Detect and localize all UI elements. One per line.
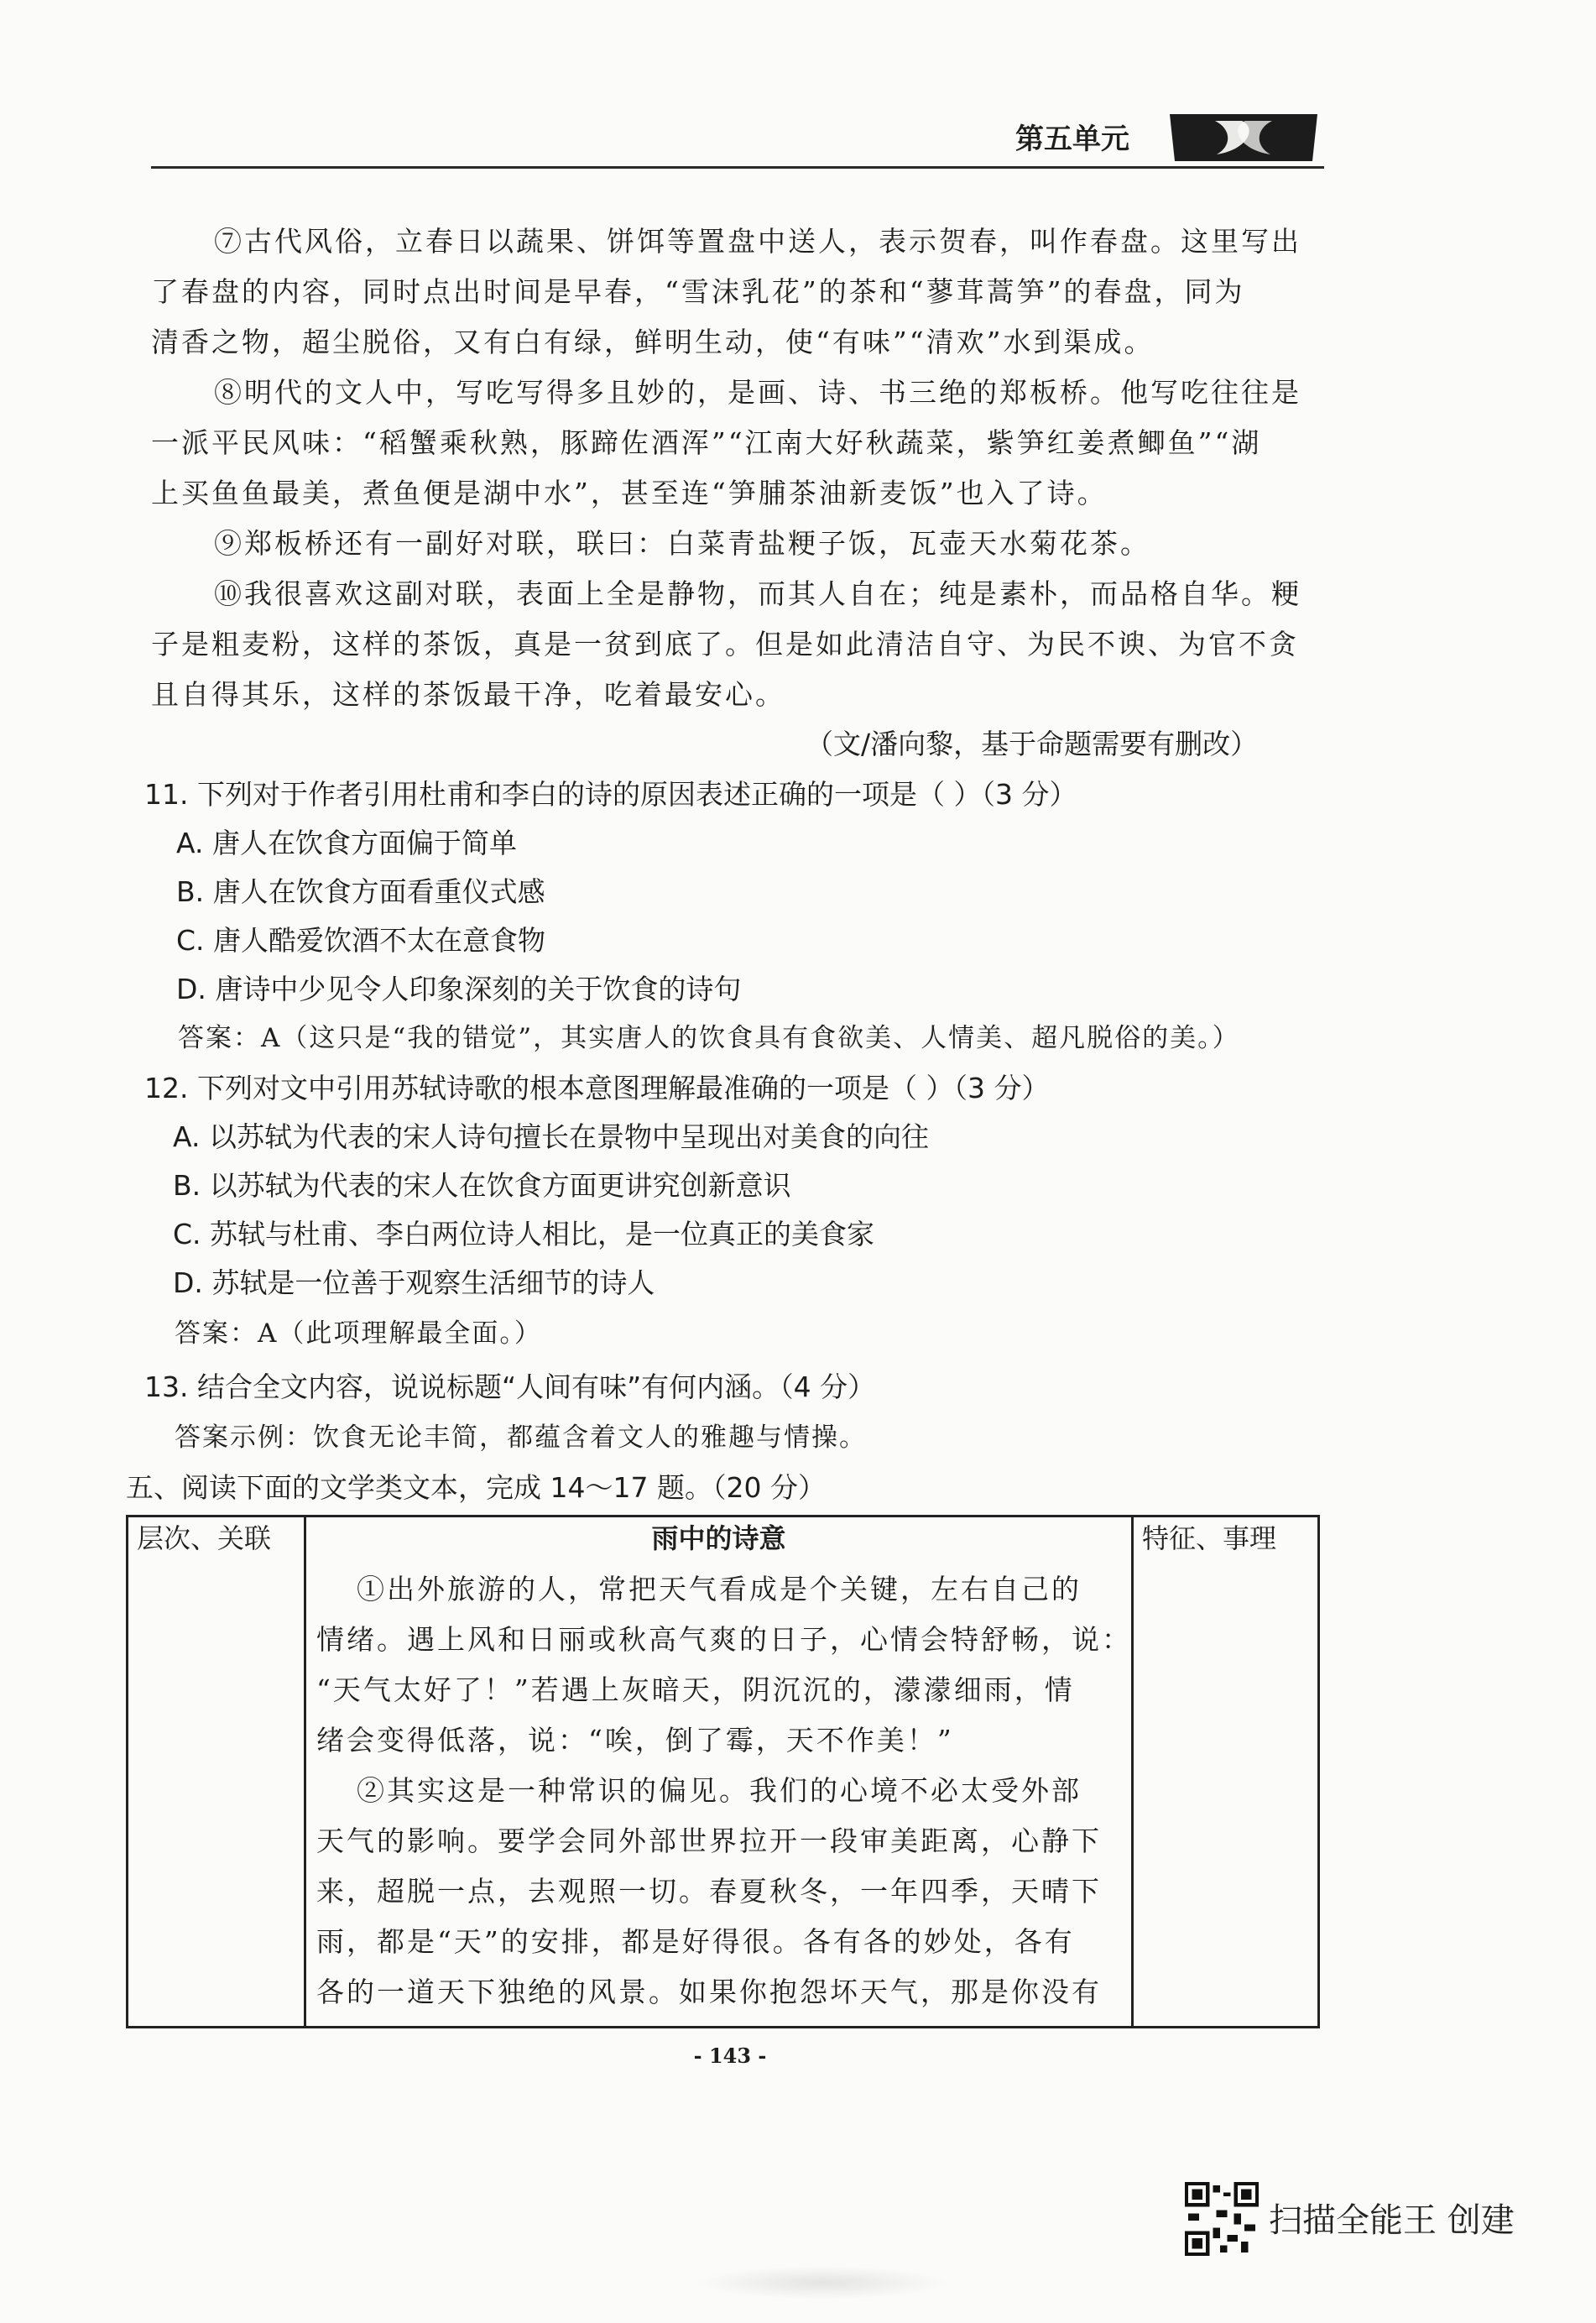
passage-line: 了春盘的内容，同时点出时间是早春，“雪沫乳花”的茶和“蓼茸蒿笋”的春盘，同为 [151,275,1245,308]
qr-code-icon [1185,2182,1259,2256]
notes-right-blank [1134,1559,1317,2026]
text-line: 雨，都是“天”的安排，都是好得很。各有各的妙处，各有 [316,1925,1075,1958]
scan-smudge [696,2266,948,2300]
text-body [306,1559,1131,2026]
reading-table [126,1515,1320,2028]
text-line: 情绪。遇上风和日丽或秋高气爽的日子，心情会特舒畅，说： [316,1623,1132,1656]
question-11-option-a: A. 唐人在饮食方面偏于简单 [176,827,517,859]
text-line: “天气太好了！”若遇上灰暗天，阴沉沉的，濛濛细雨，情 [316,1673,1075,1706]
text-line: 绪会变得低落，说：“唉，倒了霉，天不作美！” [316,1724,954,1757]
section-5-heading: 五、阅读下面的文学类文本，完成 14～17 题。（20 分） [126,1471,826,1504]
passage-line: ⑧明代的文人中，写吃写得多且妙的，是画、诗、书三绝的郑板桥。他写吃往往是 [214,376,1301,409]
question-13-stem: 13. 结合全文内容，说说标题“人间有味”有何内涵。（4 分） [144,1370,876,1403]
reading-badge-logo [1165,111,1322,164]
question-13-answer: 答案示例：饮食无论丰简，都蕴含着文人的雅趣与情操。 [175,1423,867,1453]
passage-line: ⑨郑板桥还有一副好对联，联曰：白菜青盐粳子饭，瓦壶天水菊花茶。 [214,527,1150,560]
question-11-stem: 11. 下列对于作者引用杜甫和李白的诗的原因表述正确的一项是（ ）（3 分） [144,778,1077,811]
passage-line: ⑩我很喜欢这副对联，表面上全是静物，而其人自在；纯是素朴，而品格自华。粳 [214,577,1301,610]
question-12-stem: 12. 下列对文中引用苏轼诗歌的根本意图理解最准确的一项是（ ）（3 分） [144,1072,1050,1104]
text-line: 天气的影响。要学会同外部世界拉开一段审美距离，心静下 [316,1824,1102,1857]
passage-source: （文/潘向黎，基于命题需要有删改） [806,728,1259,760]
question-11-option-c: C. 唐人酷爱饮酒不太在意食物 [176,924,546,957]
text-line: 各的一道天下独绝的风景。如果你抱怨坏天气，那是你没有 [316,1976,1102,2008]
passage-line: 子是粗麦粉，这样的茶饭，真是一贫到底了。但是如此清洁自守、为民不谀、为官不贪 [151,628,1299,660]
question-12-option-c: C. 苏轼与杜甫、李白两位诗人相比，是一位真正的美食家 [173,1218,875,1250]
question-12-answer: 答案：A（此项理解最全面。） [175,1318,542,1349]
header-levels-relations: 层次、关联 [137,1522,272,1554]
text-title: 雨中的诗意 [651,1522,786,1554]
passage-line: 且自得其乐，这样的茶饭最干净，吃着最安心。 [151,678,785,711]
question-11-option-d: D. 唐诗中少见令人印象深刻的关于饮食的诗句 [176,973,742,1005]
page-number: - 143 - [693,2044,767,2068]
notes-left-blank [128,1559,304,2026]
text-line: ①出外旅游的人，常把天气看成是个关键，左右自己的 [357,1573,1082,1605]
passage-line: ⑦古代风俗，立春日以蔬果、饼饵等置盘中送人，表示贺春，叫作春盘。这里写出 [214,225,1301,258]
question-12-option-b: B. 以苏轼为代表的宋人在饮食方面更讲究创新意识 [173,1169,791,1202]
text-line: 来，超脱一点，去观照一切。春夏秋冬，一年四季，天晴下 [316,1875,1102,1908]
scanner-watermark: 扫描全能王 创建 [1269,2201,1515,2240]
unit-title: 第五单元 [1015,123,1129,156]
question-12-option-a: A. 以苏轼为代表的宋人诗句擅长在景物中呈现出对美食的向往 [173,1120,929,1153]
passage-line: 一派平民风味：“稻蟹乘秋熟，豚蹄佐酒浑”“江南大好秋蔬菜，紫笋红姜煮鲫鱼”“湖 [151,426,1262,459]
header-features-reasoning: 特征、事理 [1142,1522,1277,1554]
question-11-answer: 答案：A（这只是“我的错觉”，其实唐人的饮食具有食欲美、人情美、超凡脱俗的美。） [178,1023,1240,1053]
header-rule [151,166,1324,169]
passage-line: 上买鱼鱼最美，煮鱼便是湖中水”，甚至连“笋脯茶油新麦饭”也入了诗。 [151,477,1108,509]
table-col-mid [305,1516,1133,2028]
table-col-right [1133,1516,1319,2028]
text-line: ②其实这是一种常识的偏见。我们的心境不必太受外部 [357,1774,1082,1807]
table-col-left [128,1516,305,2028]
passage-line: 清香之物，超尘脱俗，又有白有绿，鲜明生动，使“有味”“清欢”水到渠成。 [151,326,1155,358]
question-11-option-b: B. 唐人在饮食方面看重仪式感 [176,875,545,908]
question-12-option-d: D. 苏轼是一位善于观察生活细节的诗人 [173,1266,655,1299]
